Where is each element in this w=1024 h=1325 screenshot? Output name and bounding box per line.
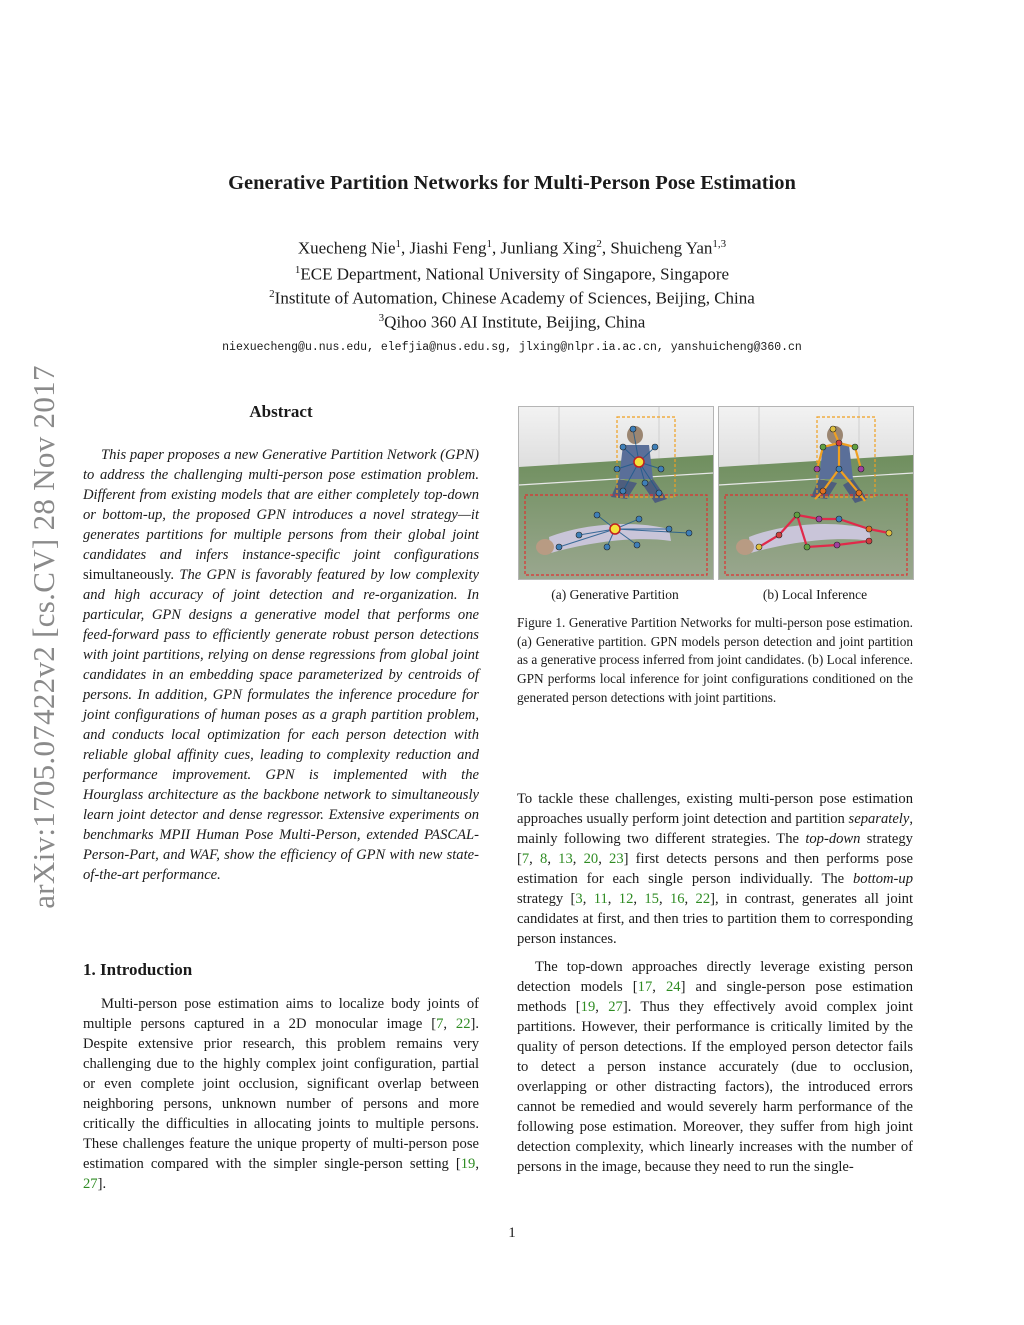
emphasis-text: separately xyxy=(848,811,910,827)
citation-link[interactable]: 16 xyxy=(669,891,685,907)
body-text: ] and single-person pose estimation methods [ xyxy=(517,979,914,1015)
citation-link[interactable]: 17 xyxy=(637,979,653,995)
body-text: , mainly following two different strategies. The xyxy=(517,811,913,847)
citation-link[interactable]: 13 xyxy=(558,851,573,867)
citation-link[interactable]: 12 xyxy=(618,891,634,907)
body-text: ]. Thus they effectively avoid complex joint partitions. However, their performance is critically limited by the quality of person detections. If the employed person detector fails to detect a person instance accurately (due to occlusion, overlapping or other distracting factors), the introduced errors cannot be remedied and would severely harm performance of the following pose estimation. Moreover, they suffer from high joint detection complexity, which linearly increases with the number of persons in the image, because they need to run the single- xyxy=(517,999,913,1175)
right-paragraph-1: To tackle these challenges, existing multi-person pose estimation approaches usually perform joint detection and partition separately, mainly following two different strategies. The top-down strategy [7, 8, 13, 20, 23] first detects persons and then performs pose estimation for each single person individually. The bottom-up strategy [3, 11, 12, 15, 16, 22], in contrast, generates all joint candidates at first, and then tries to partition them to corresponding person instances. xyxy=(517,791,914,947)
body-text: The top-down approaches directly leverage existing person detection models [ xyxy=(517,959,913,995)
author-list: Xuecheng Nie$^1$, Jiashi Feng$^1$, Junliang Xing$^2$, Shuicheng Yan$^{1,3}$ xyxy=(297,238,727,258)
abstract-text-2: simultaneously. xyxy=(83,567,180,583)
citation-link[interactable]: 27 xyxy=(83,1176,98,1192)
citation-separator: , xyxy=(443,1016,456,1032)
emphasis-text: bottom-up xyxy=(853,871,913,887)
author-affiliation-mark: 1,3 xyxy=(712,238,727,250)
body-text: strategy [ xyxy=(517,891,576,907)
abstract-text-3: The GPN is favorably featured by low complexity and high accuracy of joint detection and re-organization. In particular, GPN designs a generative model that performs one feed-forward pass to efficiently generate robust person detections with joint partitions, relying on dense regressions from global joint candidates in an embedding space parameterized by centroids of persons. In addition, GPN formulates the inference procedure for joint configurations of human poses as a graph partition problem, and conducts local optimization for each person detection with reliable global affinity cues, leading to complexity reduction and performance improvement. GPN is implemented with the Hourglass architecture as the backbone network to simultaneously learn joint detector and dense regressor. Extensive experiments on benchmarks MPII Human Pose Multi-Person, extended PASCAL-Person-Part, and WAF, show the efficiency of GPN with new state-of-the-art performance. xyxy=(83,567,479,883)
affiliation-mark: 1 xyxy=(294,264,301,276)
citation-link[interactable]: 23 xyxy=(609,851,624,867)
citation-link[interactable]: 8 xyxy=(540,851,548,867)
body-text: ], in contrast, generates all joint candidates at first, and then tries to partition them to corresponding person instances. xyxy=(517,891,914,947)
citation-link[interactable]: 19 xyxy=(580,999,596,1015)
citation-link[interactable]: 7 xyxy=(436,1016,444,1032)
intro-text: ]. xyxy=(97,1176,107,1192)
right-paragraph-2 xyxy=(517,957,913,1177)
affiliation-3 xyxy=(0,312,1024,333)
affiliation-text: Institute of Automation, Chinese Academy of Sciences, Beijing, China xyxy=(274,288,755,308)
author-affiliation-mark: 1 xyxy=(486,238,493,250)
figure-image-generative-partition xyxy=(518,406,714,580)
citation-link[interactable]: 22 xyxy=(455,1016,471,1032)
affiliation-text: Qihoo 360 AI Institute, Beijing, China xyxy=(384,312,646,332)
intro-text: ]. Despite extensive prior research, this problem remains very challenging due to the highly complex joint configuration, partial or even complete joint occlusion, significant overlap between neighboring persons, unknown number of persons and more critically the difficulties in allocating joints to multiple persons. These challenges feature the unique property of multi-person pose estimation compared with the simpler single-person setting [ xyxy=(83,1016,479,1172)
author-name: Xuecheng Nie xyxy=(297,238,396,258)
body-text: To tackle these challenges, existing multi-person pose estimation approaches usually perform joint detection and partition xyxy=(517,791,913,827)
author-name: Junliang Xing xyxy=(500,238,597,258)
citation-link[interactable]: 27 xyxy=(608,999,623,1015)
affiliation-1 xyxy=(0,264,1024,285)
pose-illustration-b xyxy=(719,407,913,579)
affiliation-mark: 2 xyxy=(269,288,275,300)
abstract-body xyxy=(83,445,479,885)
citation-separator: , xyxy=(652,979,666,995)
citation-separator: , xyxy=(595,999,609,1015)
author-name: Jiashi Feng xyxy=(409,238,487,258)
citation-link[interactable]: 19 xyxy=(460,1156,476,1172)
author-emails: niexuecheng@u.nus.edu, elefjia@nus.edu.sg, jlxing@nlpr.ia.ac.cn, yanshuicheng@360.cn xyxy=(222,341,802,354)
emphasis-text: top-down xyxy=(805,831,861,847)
body-text: ] first detects persons and then performs pose estimation for each single person individually. The xyxy=(517,851,914,887)
citation-link[interactable]: 24 xyxy=(666,979,681,995)
page-number: 1 xyxy=(508,1225,516,1241)
paper-title: Generative Partition Networks for Multi-Person Pose Estimation xyxy=(228,172,796,194)
section-heading-introduction: 1. Introduction xyxy=(83,960,193,979)
author-name: Shuicheng Yan xyxy=(610,238,713,258)
body-text: strategy [ xyxy=(517,831,913,867)
figure-caption: Figure 1. Generative Partition Networks for multi-person pose estimation. (a) Generative partition. GPN models person detection and joint partition as a generative process inferred from joint candidates. (b) Local inference. GPN performs local inference for joint configurations conditioned on the generated person detections with joint partitions. xyxy=(517,615,913,705)
author-affiliation-mark: 2 xyxy=(596,238,602,250)
pose-illustration-a xyxy=(519,407,713,579)
abstract-heading: Abstract xyxy=(249,402,313,421)
figure-image-local-inference xyxy=(718,406,914,580)
subfigure-caption-b: (b) Local Inference xyxy=(762,587,868,602)
subfigure-caption-a: (a) Generative Partition xyxy=(551,587,679,602)
affiliation-mark: 3 xyxy=(378,312,385,324)
abstract-text-1: This paper proposes a new Generative Partition Network (GPN) to address the challenging multi-person pose estimation problem. Different from existing models that are either completely top-down or bottom-up, the proposed GPN introduces a novel strategy—it generates partitions for multiple persons from their global joint candidates and infers instance-specific joint configurations xyxy=(83,447,479,563)
citation-link[interactable]: 11 xyxy=(593,891,608,907)
author-affiliation-mark: 1 xyxy=(395,238,402,250)
citation-link[interactable]: 3 xyxy=(575,891,583,907)
arxiv-stamp: arXiv:1705.07422v2 [cs.CV] 28 Nov 2017 xyxy=(26,365,61,909)
citation-separator: , xyxy=(475,1156,479,1172)
affiliation-2 xyxy=(0,288,1024,309)
intro-text: Multi-person pose estimation aims to localize body joints of multiple persons captured in a 2D monocular image [ xyxy=(83,996,479,1032)
citation-link[interactable]: 20 xyxy=(583,851,599,867)
citation-link[interactable]: 7 xyxy=(521,851,530,867)
citation-link[interactable]: 22 xyxy=(695,891,711,907)
intro-paragraph xyxy=(83,994,479,1194)
affiliation-text: ECE Department, National University of Singapore, Singapore xyxy=(300,264,730,284)
citation-link[interactable]: 15 xyxy=(644,891,659,907)
